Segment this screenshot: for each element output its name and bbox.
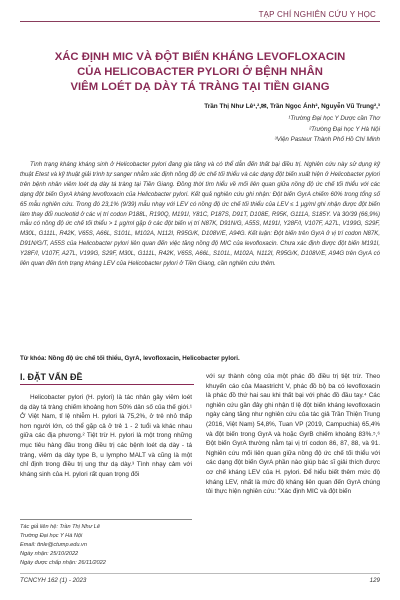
journal-name: TẠP CHÍ NGHIÊN CỨU Y HỌC <box>255 10 376 19</box>
abstract: Tình trạng kháng kháng sinh ở Helicobacter pylori đang gia tăng và có thể dẫn đến thất bại điều trị. Nghiên cứu này sử dụng kỹ thuật Etest và kỹ thuật giải trình tự sanger nhằm xác định nồng độ ức chế tối thiểu và các dạng đột biến xuất hiện ở Helicobacter pylori trên bệnh nhân viêm loét dạ dày tá tràng tại Tiền Giang. Đồng thời tìm hiểu về mối liên quan giữa nồng độ ức chế tối thiểu với các dạng đột biến GyrA kháng levofloxacin của Helicobacter pylori. Kết quả nghiên cứu ghi nhận: Đột biến GyrA chiếm 60% trong tổng số 65 mẫu nghiên cứu. Trong đó 23,1% (9/39) mẫu nhạy với LEV có nồng độ ức chế tối thiểu của LEV ≤ 1 µg/ml ghi nhận được đột biến làm thay đổi nucleotid ở các vị trí codon P188L, R190Q, M191I, Y81C, P187S, D91T, D108E, R95K, G111A, S185Y. Và 30/39 (66,9%) mẫu có nồng độ ức chế tối thiểu > 1 µg/ml gặp ở các đột biến vị trí N87K, D91N/G, A55S, M191I, Y28F/I, V107F, A27L, V199G, S29F, M30L, G111L, R42K, V65S, A66L, S101L, M102A, N112I, R95G/K, D108V/E, A94G. Kết luận: Đột biến trên GyrA ở vị trí codon N87K, D91N/G/T, A55S của Helicobacter pylori liên quan đến việc tăng nồng độ MIC của levofloxacin. Chưa xác định được đột biến M191I, Y28F/I, V107F, A27L, V199G, S29F, M30L, G111L, R42K, V65S, A66L, S101L, M102A, N112I, R95G/K, D108V/E, A94G trên GyrA có liên quan đến tình trạng kháng LEV của Helicobacter pylori ở Tiền Giang, cần nghiên cứu thêm. <box>20 162 380 268</box>
title-line-2: CỦA HELICOBACTER PYLORI Ở BỆNH NHÂN <box>77 66 323 78</box>
affiliations <box>120 114 380 146</box>
page-footer <box>20 573 380 585</box>
title-line-3: VIÊM LOÉT DẠ DÀY TÁ TRÀNG TẠI TIỀN GIANG <box>70 81 330 93</box>
affiliation-1: ¹Trường Đại học Y Dược cần Thơ <box>288 115 380 122</box>
header-rule <box>20 21 380 22</box>
author-list: Trần Thị Như Lê¹,²,✉, Trần Ngọc Ánh², Nguyễn Vũ Trung²,³ <box>204 103 380 110</box>
affiliation-2: ²Trường Đại học Y Hà Nội <box>309 125 380 133</box>
body-right-column: với sự thành công của một phác đồ điều trị tiệt trừ. Theo khuyến cáo của Maastricht V, phác đồ bộ ba có levofloxacin là phác đồ thứ hai sau khi thất bại với phác đồ đầu tay.⁴ Các nghiên cứu gần đây ghi nhận tỉ lệ đột biến kháng levofloxacin ngày càng tăng như nghiên cứu của tác giả Trần Thiện Trung (2016, Việt Nam) 54,8%, Tuan VP (2019, Campuchia) 65,4% và đột biến trong GyrA và hoặc GyrB chiếm khoảng 83%.⁵,⁶ Đột biến GyrA thường nằm tại vị trí codon 86, 87, 88, và 91. Nghiên cứu mối liên quan giữa nồng độ ức chế tối thiểu với các dạng đột biến GyrA phần nào giúp bác sĩ giải thích được cơ chế kháng LEV của H. pylori. Để hiểu biết thêm mức độ kháng LEV, nhất là mức độ kháng liên quan đến GyrA chúng tôi thực hiện nghiên cứu: "Xác định MIC và đột biến <box>206 373 380 496</box>
footer-journal-issue: TCNCYH 162 (1) - 2023 <box>20 577 87 584</box>
page-number: 129 <box>369 577 380 584</box>
corr-email: Email: ttnle@ctump.edu.vn <box>20 542 87 548</box>
keywords: Từ khóa: Nồng độ ức chế tối thiểu, GyrA, levofloxacin, Helicobacter pylori. <box>20 355 240 362</box>
corr-author: Tác giả liên hệ: Trần Thị Như Lê <box>20 524 100 530</box>
accepted-date: Ngày được chấp nhận: 26/11/2022 <box>20 560 106 566</box>
corr-institution: Trường Đại học Y Hà Nội <box>20 533 83 539</box>
article-title <box>10 50 390 95</box>
correspondence-box <box>20 519 192 568</box>
title-line-1: XÁC ĐỊNH MIC VÀ ĐỘT BIẾN KHÁNG LEVOFLOXACIN <box>54 51 346 63</box>
body-left-column: Helicobacter pylori (H. pylori) là tác nhân gây viêm loét dạ dày tá tràng chiếm khoảng hơn 50% dân số của thế giới.¹ Ở Việt Nam, tỉ lệ nhiễm H. pylori là 75,2%, ở trẻ nhỏ thấp hơn người lớn, có thể gặp cả ở trẻ 1 - 2 tuổi và khác nhau giữa các địa phương.² Tiệt trừ H. pylori là một trong những mục tiêu hàng đầu trong điều trị các bệnh loét dạ dày - tá tràng, viêm dạ dày type B, u lympho MALT và cũng là một chỉ định trong điều trị ung thư dạ dày.³ Tình nhạy cảm với kháng sinh của H. pylori rất quan trọng đối <box>20 394 192 478</box>
journal-header <box>0 10 400 24</box>
section-heading: I. ĐẶT VẤN ĐỀ <box>20 372 194 385</box>
affiliation-3: ³Viện Pasteur Thành Phố Hồ Chí Minh <box>274 136 380 143</box>
received-date: Ngày nhận: 25/10/2022 <box>20 551 79 557</box>
